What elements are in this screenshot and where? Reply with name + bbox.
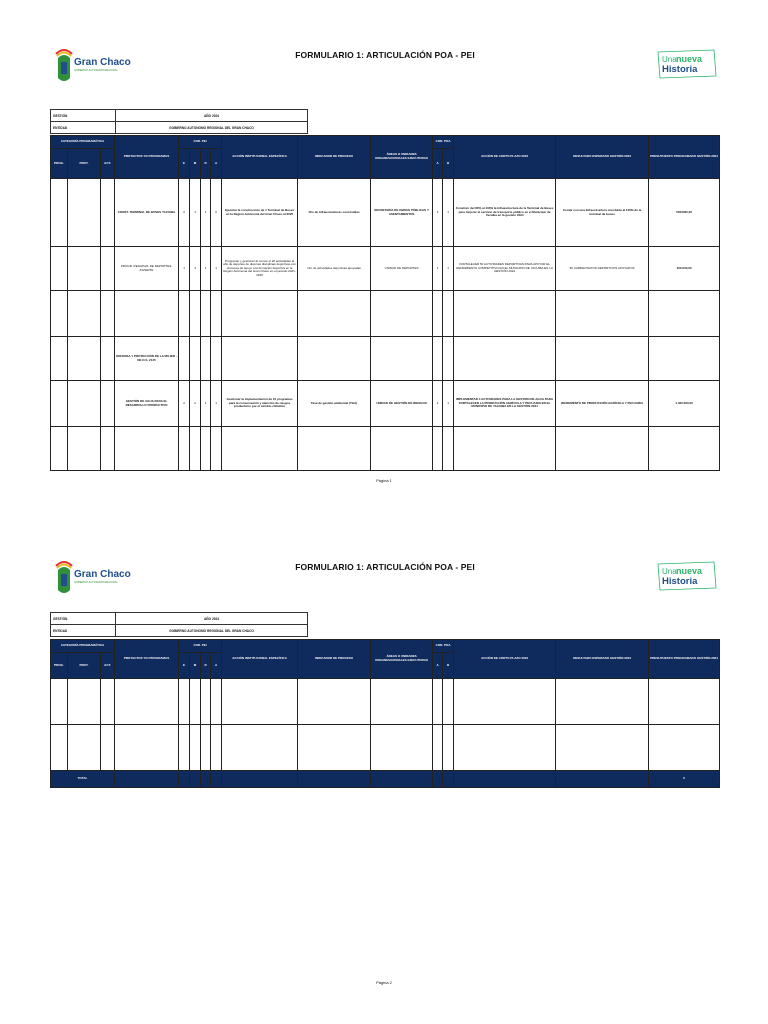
gran-chaco-logo: [52, 44, 132, 86]
accion-cell: Gestionar la implementación de 10 programas para la conservación y atención de riesgos productivos por el cambio climático: [222, 381, 298, 427]
poa-b-cell: [443, 337, 454, 381]
header-accion-institucional: ACCIÓN INSTITUCIONAL ESPECÍFICA: [222, 136, 298, 179]
header-categoria: CATEGORÍA PROGRAMÁTICA: [51, 640, 115, 653]
header-areas: ÁREAS O UNIDADES ORGANIZACIONALES EJECUTORAS: [371, 640, 433, 679]
accion-cell: Programar y gestionar al menos el 20 actividades al año de deportes de diversas disciplinas deportivas con procesos de apoyo a la formación deportiva en la Región Autónoma del Gran Chaco en el periodo 2021-2025: [222, 247, 298, 291]
e-cell: 1: [179, 247, 190, 291]
table-body: [51, 179, 720, 471]
poa-a-cell: 1: [433, 247, 443, 291]
corto-cell: [454, 291, 556, 337]
poa-a-cell: [433, 337, 443, 381]
svg-text:Gran Chaco: Gran Chaco: [74, 57, 131, 68]
r-cell: 1: [201, 247, 211, 291]
area-cell: SECRETARÍA DE OBRAS PÚBLICAS Y ASENTAMIENTOS: [371, 179, 433, 247]
proy-cell: [68, 337, 101, 381]
a-cell: [211, 427, 222, 471]
area-cell: [371, 337, 433, 381]
prog-cell: [51, 179, 68, 247]
indicador-cell: [298, 291, 371, 337]
act-cell: [101, 291, 115, 337]
header-presupuesto: PRESUPUESTO PROGRAMADO GESTIÓN 2024: [649, 136, 720, 179]
presupuesto-cell: [649, 427, 720, 471]
total-row: [51, 771, 720, 788]
header-indicador: INDICADOR DE PROCESO: [298, 136, 371, 179]
header-m: M: [190, 149, 201, 179]
svg-text:GOBIERNO AUTÓNOMO REGIONAL: GOBIERNO AUTÓNOMO REGIONAL: [74, 581, 118, 584]
entidad-value: GOBIERNO AUTONOMO REGIONAL DEL GRAN CHACO: [116, 625, 308, 637]
gestion-label: GESTIÓN: [51, 613, 116, 625]
header-poa-b: B: [443, 149, 454, 179]
e-cell: [179, 291, 190, 337]
proyecto-cell: PROGR. REGIONAL DE DEPORTES- INVIERTE: [115, 247, 179, 291]
meta-cell: [556, 291, 649, 337]
header-act: ACT.: [101, 653, 115, 679]
indicador-cell: Tasa de gestión ambiental (TGA): [298, 381, 371, 427]
header-cod-poa: COD. POA: [433, 136, 454, 149]
corto-cell: [454, 427, 556, 471]
header-meta: RESULTADO ESPERADO GESTIÓN 2024: [556, 640, 649, 679]
act-cell: [101, 179, 115, 247]
header-e: E: [179, 653, 190, 679]
prog-cell: [51, 291, 68, 337]
meta-cell: INCREMENTO DE PRODUCCIÓN AGRÍCOLA Y PECUARIA: [556, 381, 649, 427]
table-row: [51, 247, 720, 291]
area-cell: [371, 291, 433, 337]
prog-cell: [51, 381, 68, 427]
m-cell: [190, 291, 201, 337]
svg-text:Una: Una: [662, 567, 677, 576]
r-cell: [201, 291, 211, 337]
poa-a-cell: [433, 427, 443, 471]
header-prog: PROG.: [51, 653, 68, 679]
poa-a-cell: 4: [433, 381, 443, 427]
svg-text:Historia: Historia: [662, 576, 698, 587]
e-cell: 2: [179, 179, 190, 247]
e-cell: 2: [179, 381, 190, 427]
gestion-value: AÑO 2024: [116, 613, 308, 625]
header-accion-corto: ACCIÓN DE CORTO PLAZO 2024: [454, 640, 556, 679]
area-cell: UNIDAD DE DEPORTES: [371, 247, 433, 291]
a-cell: 6: [211, 179, 222, 247]
r-cell: [201, 337, 211, 381]
table-row: [51, 381, 720, 427]
table-body: [51, 679, 720, 788]
table-row: [51, 725, 720, 771]
corto-cell: Construir del 80% al 100% la Infraestructura de la Terminal de Buses para mejorar el servicio de transporte público en el Municipio de Yacuiba en la gestión 2024: [454, 179, 556, 247]
proyecto-cell: CONST. TERMINAL DE BUSES YACUIBA: [115, 179, 179, 247]
table-row: [51, 179, 720, 247]
corto-cell: [454, 337, 556, 381]
presupuesto-cell: 1.460.000,00: [649, 381, 720, 427]
header-poa-b: B: [443, 653, 454, 679]
corto-cell: FORTALECER 50 ACTIVIDADES DEPORTIVAS PARA APOYAR EL RENDIMIENTO COMPETITIVO EN EL MUNICIPIO DE YACUIBA EN LA GESTIÓN 2024: [454, 247, 556, 291]
proy-cell: [68, 427, 101, 471]
header-meta: RESULTADO ESPERADO GESTIÓN 2024: [556, 136, 649, 179]
accion-cell: [222, 291, 298, 337]
form-title: FORMULARIO 1: ARTICULACIÓN POA - PEI: [295, 50, 475, 60]
header-r: R: [201, 149, 211, 179]
header-r: R: [201, 653, 211, 679]
r-cell: [201, 427, 211, 471]
svg-text:GOBIERNO AUTÓNOMO REGIONAL: GOBIERNO AUTÓNOMO REGIONAL: [74, 69, 118, 72]
entidad-value: GOBIERNO AUTONOMO REGIONAL DEL GRAN CHACO: [116, 122, 308, 134]
proy-cell: [68, 291, 101, 337]
header-proyectos: PROYECTOS Y/O PROGRAMAS: [115, 136, 179, 179]
form-title: FORMULARIO 1: ARTICULACIÓN POA - PEI: [295, 562, 475, 572]
proy-cell: [68, 381, 101, 427]
page-number: Página 1: [376, 478, 392, 483]
accion-cell: [222, 427, 298, 471]
a-cell: [211, 291, 222, 337]
header-e: E: [179, 149, 190, 179]
entidad-label: ENTIDAD: [51, 122, 116, 134]
una-nueva-historia-logo: [656, 48, 718, 80]
a-cell: [211, 337, 222, 381]
table-row: [51, 291, 720, 337]
header-act: ACT.: [101, 149, 115, 179]
poa-pei-table: [50, 639, 720, 788]
m-cell: [190, 427, 201, 471]
table-row: [51, 427, 720, 471]
header-proy: PROY.: [68, 149, 101, 179]
proyecto-cell: GESTIÓN DE AGUA PARA EL DESARROLLO PRODUCTIVO: [115, 381, 179, 427]
prog-cell: [51, 337, 68, 381]
info-table: [50, 109, 308, 134]
corto-cell: IMPLEMENTAR 4 ACTIVIDADES PARA LA GESTIÓN DE AGUA PARA FORTALECER LA PRODUCCIÓN AGRÍCOLA Y PECUARIA EN EL MUNICIPIO DE YACUIBA EN LA GESTIÓN 2024: [454, 381, 556, 427]
svg-text:Una: Una: [662, 55, 677, 64]
presupuesto-cell: [649, 291, 720, 337]
act-cell: [101, 247, 115, 291]
header-proyectos: PROYECTOS Y/O PROGRAMAS: [115, 640, 179, 679]
e-cell: [179, 337, 190, 381]
proy-cell: [68, 247, 101, 291]
header-areas: ÁREAS O UNIDADES ORGANIZACIONALES EJECUTORAS: [371, 136, 433, 179]
act-cell: [101, 381, 115, 427]
r-cell: 1: [201, 381, 211, 427]
header-indicador: INDICADOR DE PROCESO: [298, 640, 371, 679]
e-cell: [179, 427, 190, 471]
info-table: [50, 612, 308, 637]
header-a: A: [211, 653, 222, 679]
header-a: A: [211, 149, 222, 179]
table-row: [51, 679, 720, 725]
header-poa-a: A: [433, 149, 443, 179]
header-poa-a: A: [433, 653, 443, 679]
m-cell: 2: [190, 381, 201, 427]
r-cell: 1: [201, 179, 211, 247]
proyecto-cell: DEFENSA Y PROTECCIÓN DE LA MUJER - DE D.S. 2145: [115, 337, 179, 381]
area-cell: UNIDAD DE GESTIÓN DE RIESGOS: [371, 381, 433, 427]
page-number: Página 2: [376, 980, 392, 985]
m-cell: [190, 337, 201, 381]
poa-a-cell: [433, 291, 443, 337]
proy-cell: [68, 179, 101, 247]
header-accion-corto: ACCIÓN DE CORTO PLAZO 2024: [454, 136, 556, 179]
m-cell: 3: [190, 247, 201, 291]
presupuesto-cell: 400.000,00: [649, 247, 720, 291]
table-row: [51, 337, 720, 381]
page-2: [0, 512, 768, 1024]
poa-b-cell: 1: [443, 381, 454, 427]
gran-chaco-logo: [52, 556, 132, 598]
poa-b-cell: [443, 291, 454, 337]
poa-b-cell: [443, 427, 454, 471]
proyecto-cell: [115, 427, 179, 471]
a-cell: 1: [211, 381, 222, 427]
presupuesto-cell: 5303030,00: [649, 179, 720, 247]
meta-cell: Contar con una Infraestructura concluida al 100% de la terminal de buses: [556, 179, 649, 247]
meta-cell: 50 CAMPEONATOS DEPORTIVOS APOYADOS: [556, 247, 649, 291]
meta-cell: [556, 337, 649, 381]
poa-a-cell: 4: [433, 179, 443, 247]
prog-cell: [51, 247, 68, 291]
header-m: M: [190, 653, 201, 679]
area-cell: [371, 427, 433, 471]
total-value: 0: [649, 771, 720, 788]
header-cod-pei: COD. PEI: [179, 640, 222, 653]
prog-cell: [51, 427, 68, 471]
proyecto-cell: [115, 291, 179, 337]
svg-text:nueva: nueva: [676, 54, 703, 64]
header-cod-pei: COD. PEI: [179, 136, 222, 149]
indicador-cell: Nro de Infraestructuras construidas: [298, 179, 371, 247]
header-prog: PROG.: [51, 149, 68, 179]
indicador-cell: Nro de actividades deportivas apoyadas: [298, 247, 371, 291]
una-nueva-historia-logo: [656, 560, 718, 592]
header-presupuesto: PRESUPUESTO PROGRAMADO GESTIÓN 2024: [649, 640, 720, 679]
meta-cell: [556, 427, 649, 471]
header-cod-poa: COD. POA: [433, 640, 454, 653]
presupuesto-cell: [649, 337, 720, 381]
gestion-label: GESTIÓN: [51, 110, 116, 122]
svg-text:Historia: Historia: [662, 64, 698, 75]
a-cell: 1: [211, 247, 222, 291]
accion-cell: Ejecutar la construcción de 1 Terminal de Buses en la Región Autónoma del Gran Chaco al 2025: [222, 179, 298, 247]
svg-text:Gran Chaco: Gran Chaco: [74, 569, 131, 580]
act-cell: [101, 337, 115, 381]
header-categoria: CATEGORÍA PROGRAMÁTICA: [51, 136, 115, 149]
entidad-label: ENTIDAD: [51, 625, 116, 637]
indicador-cell: [298, 427, 371, 471]
gestion-value: AÑO 2024: [116, 110, 308, 122]
poa-b-cell: 1: [443, 247, 454, 291]
accion-cell: [222, 337, 298, 381]
act-cell: [101, 427, 115, 471]
header-proy: PROY.: [68, 653, 101, 679]
indicador-cell: [298, 337, 371, 381]
m-cell: 1: [190, 179, 201, 247]
poa-pei-table: [50, 135, 720, 471]
total-label: TOTAL: [51, 771, 115, 788]
svg-text:nueva: nueva: [676, 566, 703, 576]
header-accion-institucional: ACCIÓN INSTITUCIONAL ESPECÍFICA: [222, 640, 298, 679]
poa-b-cell: 1: [443, 179, 454, 247]
